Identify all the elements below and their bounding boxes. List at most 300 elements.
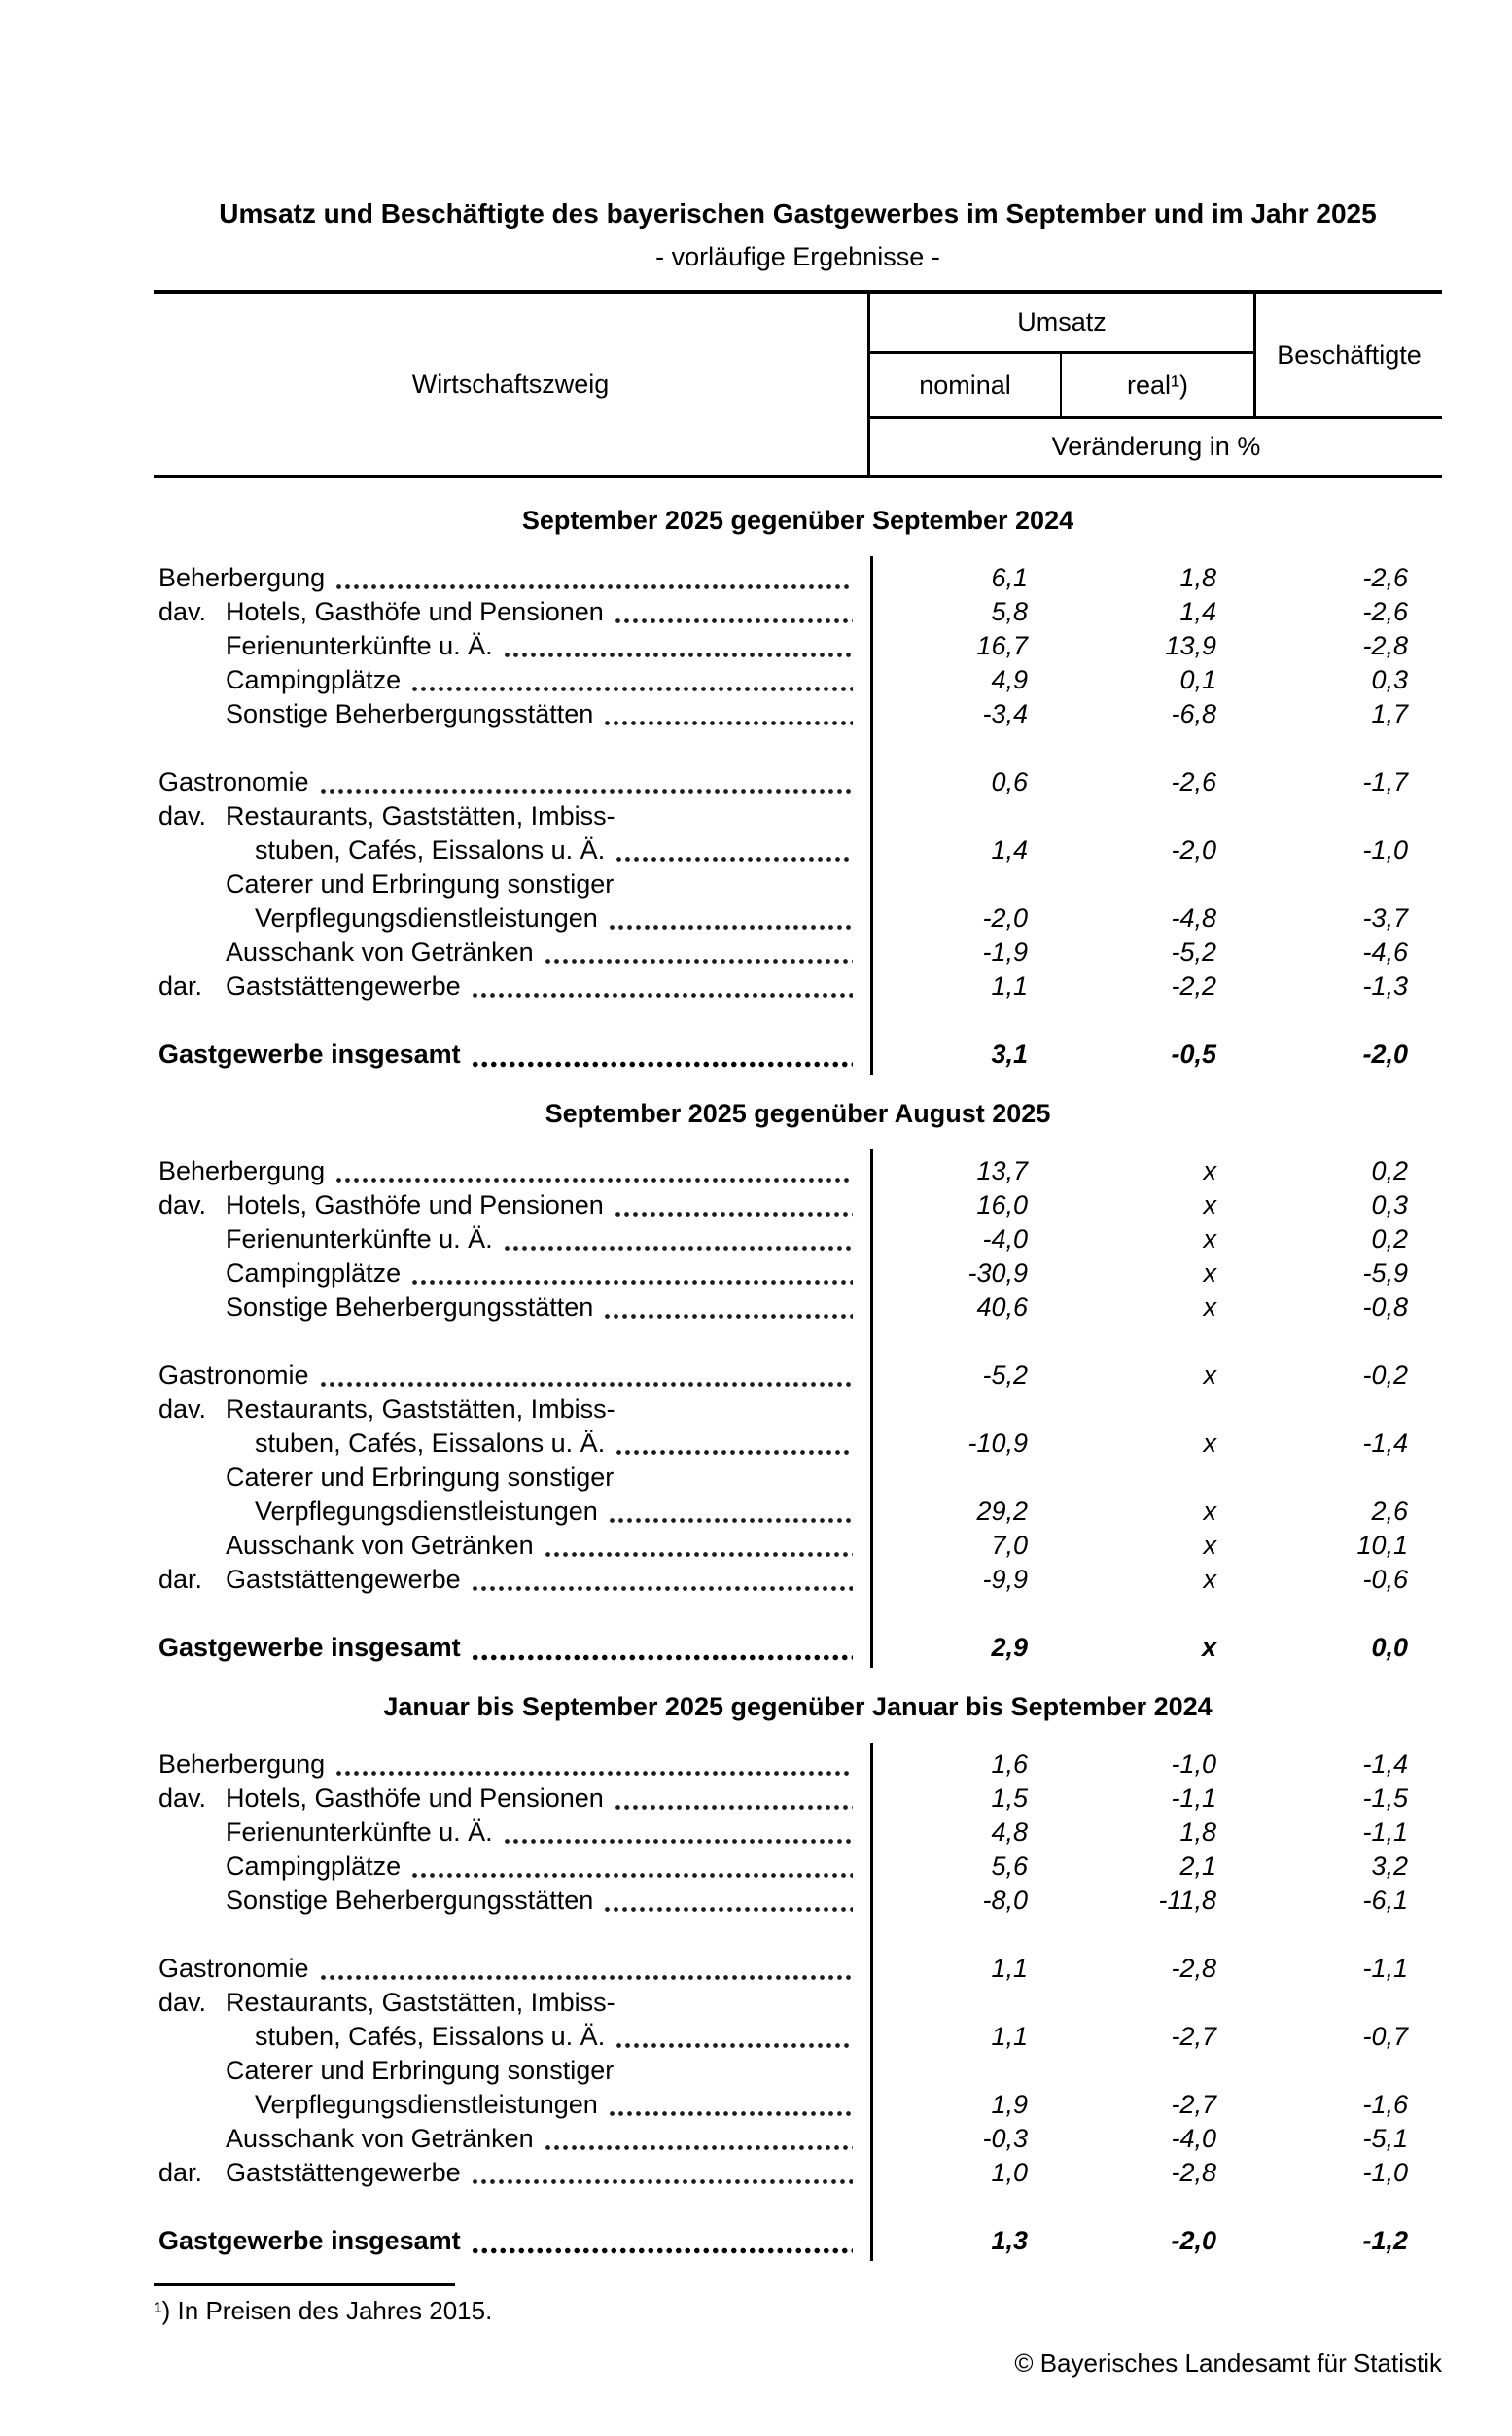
value-beschaeftigte: -1,4	[1362, 1429, 1408, 1458]
value-umsatz-nominal: 5,8	[991, 597, 1028, 626]
leader-dots	[334, 581, 853, 590]
leader-dots	[614, 615, 853, 624]
value-umsatz-real: -4,0	[1171, 2124, 1216, 2153]
leader-dots	[471, 1651, 853, 1661]
row-label	[154, 561, 870, 595]
value-umsatz-nominal: -2,0	[982, 903, 1028, 933]
value-beschaeftigte: -0,7	[1362, 2022, 1408, 2051]
row-prefix: dav.	[158, 1988, 207, 2017]
leader-dots	[471, 989, 853, 999]
table-header-right	[870, 294, 1442, 475]
row-label-line-1	[154, 2054, 870, 2088]
row-label-line-1	[154, 1850, 870, 1884]
leader-dots	[544, 1548, 853, 1558]
value-umsatz-real: 2,1	[1179, 1852, 1216, 1881]
row-label-text: Beherbergung	[158, 1156, 326, 1185]
row-label-line-1	[154, 936, 870, 970]
value-umsatz-real: x	[1203, 1292, 1216, 1322]
table-row	[154, 1393, 1442, 1461]
table-row	[154, 2122, 1442, 2156]
row-label	[154, 2224, 870, 2258]
value-umsatz-real: 1,8	[1179, 563, 1216, 592]
column-header-real: real¹)	[1126, 370, 1188, 400]
value-umsatz-real: x	[1203, 1156, 1216, 1185]
table-row	[154, 1782, 1442, 1816]
table-row	[154, 1256, 1442, 1290]
row-label	[154, 799, 870, 867]
table-row	[154, 1222, 1442, 1256]
row-label-text-continued: stuben, Cafés, Eissalons u. Ä.	[255, 2022, 606, 2051]
row-label	[154, 629, 870, 663]
value-beschaeftigte: -1,5	[1362, 1783, 1408, 1813]
table-row	[154, 1359, 1442, 1393]
value-umsatz-nominal: 0,6	[991, 767, 1028, 796]
section-heading: September 2025 gegenüber September 2024	[521, 506, 1074, 535]
row-label-text-continued: stuben, Cafés, Eissalons u. Ä.	[255, 1429, 606, 1458]
row-label	[154, 1563, 870, 1597]
value-umsatz-real: 1,8	[1179, 1818, 1216, 1847]
value-umsatz-real: 1,4	[1179, 597, 1216, 626]
value-umsatz-nominal: -3,4	[982, 699, 1028, 728]
row-label	[154, 1461, 870, 1529]
row-label-line-1	[154, 1952, 870, 1986]
value-umsatz-nominal: 4,9	[991, 665, 1028, 694]
leader-dots	[603, 1903, 853, 1913]
row-label-text: Gastronomie	[158, 1954, 309, 1983]
leader-dots	[410, 1276, 853, 1286]
value-umsatz-nominal: 16,7	[976, 631, 1028, 660]
value-beschaeftigte: -1,6	[1362, 2090, 1408, 2119]
value-umsatz-real: x	[1203, 1497, 1216, 1526]
value-beschaeftigte: -1,1	[1362, 1954, 1408, 1983]
row-label-line-1	[154, 1986, 870, 2020]
row-label-text: Caterer und Erbringung sonstiger	[226, 869, 615, 899]
value-beschaeftigte: 0,3	[1371, 665, 1408, 694]
value-umsatz-nominal: -1,9	[982, 937, 1028, 967]
row-label	[154, 2156, 870, 2190]
row-label-text-continued: Verpflegungsdienstleistungen	[255, 2090, 598, 2119]
row-label-line-1	[154, 663, 870, 697]
leader-dots	[614, 1208, 853, 1218]
row-label-text: Ferienunterkünfte u. Ä.	[226, 631, 493, 660]
value-umsatz-nominal: 1,3	[991, 2226, 1028, 2255]
row-label-text: Gastgewerbe insgesamt	[158, 1633, 461, 1662]
leader-dots	[334, 1174, 853, 1183]
row-prefix: dav.	[158, 1190, 207, 1219]
page-title: Umsatz und Beschäftigte des bayerischen Gastgewerbes im September und im Jahr 2025	[219, 198, 1377, 229]
leader-dots	[410, 1869, 853, 1879]
value-umsatz-real: -0,5	[1171, 1040, 1216, 1069]
document-content	[154, 196, 1442, 2380]
value-umsatz-nominal: 16,0	[976, 1190, 1028, 1219]
row-label-line-1	[154, 1461, 870, 1495]
row-label-text-continued: Verpflegungsdienstleistungen	[255, 903, 598, 933]
value-beschaeftigte: -2,0	[1362, 1040, 1408, 1069]
row-label-line-1	[154, 1393, 870, 1427]
table-row	[154, 1038, 1442, 1072]
value-umsatz-nominal: 7,0	[991, 1531, 1028, 1560]
row-label-line-1	[154, 1563, 870, 1597]
leader-dots	[615, 2039, 853, 2049]
row-prefix: dav.	[158, 1783, 207, 1813]
row-label	[154, 2122, 870, 2156]
value-beschaeftigte: -0,2	[1362, 1360, 1408, 1390]
row-label-line-1	[154, 970, 870, 1004]
table-row	[154, 1986, 1442, 2054]
value-beschaeftigte: 0,0	[1371, 1633, 1408, 1662]
row-label-line-1	[154, 1529, 870, 1563]
row-label	[154, 697, 870, 731]
value-beschaeftigte: -1,7	[1362, 767, 1408, 796]
row-label-line-1	[154, 1748, 870, 1782]
value-umsatz-real: -5,2	[1171, 937, 1216, 967]
row-label	[154, 1290, 870, 1324]
value-beschaeftigte: 2,6	[1371, 1497, 1408, 1526]
row-label-text: Beherbergung	[158, 1749, 326, 1779]
row-label-line-1	[154, 1038, 870, 1072]
value-umsatz-nominal: -30,9	[967, 1258, 1028, 1288]
row-label	[154, 1154, 870, 1188]
row-label	[154, 1631, 870, 1665]
table-section	[154, 1097, 1442, 1665]
value-umsatz-real: 13,9	[1165, 631, 1216, 660]
value-umsatz-nominal: 1,1	[991, 1954, 1028, 1983]
value-umsatz-nominal: -10,9	[967, 1429, 1028, 1458]
row-label-line-1	[154, 2156, 870, 2190]
table-row	[154, 629, 1442, 663]
row-label	[154, 1748, 870, 1782]
row-label-text: Hotels, Gasthöfe und Pensionen	[226, 597, 604, 626]
row-label-text: Gastgewerbe insgesamt	[158, 2226, 461, 2255]
row-label-line-2	[154, 2020, 870, 2054]
leader-dots	[503, 1242, 853, 1252]
value-umsatz-nominal: 1,6	[991, 1749, 1028, 1779]
leader-dots	[319, 1378, 853, 1388]
value-umsatz-real: -1,0	[1171, 1749, 1216, 1779]
row-label-text: Gaststättengewerbe	[226, 2158, 461, 2187]
value-beschaeftigte: -1,2	[1362, 2226, 1408, 2255]
value-beschaeftigte: -2,8	[1362, 631, 1408, 660]
leader-dots	[608, 1514, 853, 1524]
value-beschaeftigte: 0,2	[1371, 1156, 1408, 1185]
row-label	[154, 936, 870, 970]
row-label-text: Gaststättengewerbe	[226, 971, 461, 1001]
row-label-text: Gastronomie	[158, 1360, 309, 1390]
copyright-notice: © Bayerisches Landesamt für Statistik	[1014, 2348, 1442, 2378]
leader-dots	[544, 2141, 853, 2151]
row-label-line-1	[154, 595, 870, 629]
row-label-line-1	[154, 1631, 870, 1665]
value-umsatz-nominal: -0,3	[982, 2124, 1028, 2153]
leader-dots	[410, 683, 853, 692]
table-row	[154, 1952, 1442, 1986]
value-umsatz-real: -4,8	[1171, 903, 1216, 933]
row-label-text: Gastgewerbe insgesamt	[158, 1040, 461, 1069]
row-label-line-1	[154, 1222, 870, 1256]
leader-dots	[471, 2244, 853, 2254]
table-header	[154, 290, 1442, 478]
section-rows	[154, 1748, 1442, 2258]
row-label	[154, 1816, 870, 1850]
value-umsatz-nominal: 40,6	[976, 1292, 1028, 1322]
row-label-text: Ferienunterkünfte u. Ä.	[226, 1818, 493, 1847]
row-label-line-1	[154, 1359, 870, 1393]
leader-dots	[503, 649, 853, 658]
row-label-line-1	[154, 765, 870, 799]
row-label	[154, 1393, 870, 1461]
value-beschaeftigte: -1,4	[1362, 1749, 1408, 1779]
value-umsatz-nominal: -8,0	[982, 1886, 1028, 1915]
row-prefix: dav.	[158, 597, 207, 626]
value-umsatz-real: x	[1203, 1258, 1216, 1288]
table-section	[154, 504, 1442, 1072]
row-label-text: Sonstige Beherbergungsstätten	[226, 699, 594, 728]
table-row	[154, 595, 1442, 629]
value-beschaeftigte: -0,8	[1362, 1292, 1408, 1322]
leader-dots	[614, 1801, 853, 1811]
row-label-line-1	[154, 1816, 870, 1850]
leader-dots	[615, 1446, 853, 1456]
value-beschaeftigte: -2,6	[1362, 563, 1408, 592]
row-label-text: Caterer und Erbringung sonstiger	[226, 2056, 615, 2085]
row-label-text: Gaststättengewerbe	[226, 1565, 461, 1594]
page-subtitle: - vorläufige Ergebnisse -	[655, 242, 940, 271]
row-label	[154, 1188, 870, 1222]
value-umsatz-real: -2,7	[1171, 2090, 1216, 2119]
table-row	[154, 799, 1442, 867]
value-umsatz-real: -2,2	[1171, 971, 1216, 1001]
value-beschaeftigte: 0,3	[1371, 1190, 1408, 1219]
umsatz-subcolumns	[870, 354, 1253, 416]
leader-dots	[471, 1058, 853, 1068]
value-umsatz-real: 0,1	[1179, 665, 1216, 694]
row-label-line-1	[154, 2122, 870, 2156]
table-row	[154, 1816, 1442, 1850]
row-label-text: Caterer und Erbringung sonstiger	[226, 1463, 615, 1492]
value-umsatz-real: -2,0	[1171, 835, 1216, 865]
row-prefix: dav.	[158, 801, 207, 830]
column-header-wirtschaftszweig: Wirtschaftszweig	[154, 294, 870, 475]
row-label-text: Campingplätze	[226, 665, 402, 694]
value-umsatz-nominal: 2,9	[991, 1633, 1028, 1662]
row-prefix: dar.	[158, 971, 203, 1001]
table-sections	[154, 504, 1442, 2258]
row-label-text: Hotels, Gasthöfe und Pensionen	[226, 1783, 604, 1813]
row-label-text: Hotels, Gasthöfe und Pensionen	[226, 1190, 604, 1219]
row-label-text: Sonstige Beherbergungsstätten	[226, 1886, 594, 1915]
value-umsatz-real: x	[1203, 1190, 1216, 1219]
value-umsatz-real: -6,8	[1171, 699, 1216, 728]
table-header-top-row	[870, 294, 1442, 416]
column-header-umsatz: Umsatz	[870, 294, 1253, 354]
leader-dots	[319, 1971, 853, 1981]
value-umsatz-real: x	[1203, 1360, 1216, 1390]
table-row	[154, 1529, 1442, 1563]
row-label-text: Ausschank von Getränken	[226, 2124, 534, 2153]
leader-dots	[615, 853, 853, 863]
table-row	[154, 867, 1442, 936]
footnote-divider	[154, 2283, 455, 2286]
value-beschaeftigte: 0,2	[1371, 1224, 1408, 1253]
table-row	[154, 1154, 1442, 1188]
leader-dots	[608, 921, 853, 931]
row-label	[154, 1952, 870, 1986]
row-label	[154, 1256, 870, 1290]
value-umsatz-real: -2,8	[1171, 1954, 1216, 1983]
row-label-line-1	[154, 1782, 870, 1816]
row-label-text: Restaurants, Gaststätten, Imbiss-	[226, 1988, 615, 2017]
value-umsatz-nominal: -9,9	[982, 1565, 1028, 1594]
leader-dots	[603, 717, 853, 726]
value-umsatz-nominal: 6,1	[991, 563, 1028, 592]
row-label-text: Restaurants, Gaststätten, Imbiss-	[226, 1395, 615, 1424]
table-row	[154, 1188, 1442, 1222]
table-row	[154, 765, 1442, 799]
value-beschaeftigte: -3,7	[1362, 903, 1408, 933]
row-label-line-2	[154, 1495, 870, 1529]
table-row	[154, 1884, 1442, 1918]
table-row	[154, 2156, 1442, 2190]
row-label	[154, 1529, 870, 1563]
row-label-text: Campingplätze	[226, 1258, 402, 1288]
value-umsatz-real: x	[1203, 1224, 1216, 1253]
row-label	[154, 1782, 870, 1816]
leader-dots	[471, 1582, 853, 1592]
value-umsatz-nominal: 1,1	[991, 971, 1028, 1001]
row-label	[154, 595, 870, 629]
row-prefix: dar.	[158, 1565, 203, 1594]
row-label-text: Restaurants, Gaststätten, Imbiss-	[226, 801, 615, 830]
value-umsatz-real: x	[1201, 1633, 1216, 1662]
leader-dots	[503, 1835, 853, 1845]
row-label	[154, 970, 870, 1004]
table-row	[154, 697, 1442, 731]
value-umsatz-real: x	[1203, 1531, 1216, 1560]
value-beschaeftigte: 10,1	[1356, 1531, 1408, 1560]
row-label	[154, 1884, 870, 1918]
value-umsatz-real: -2,6	[1171, 767, 1216, 796]
row-label-line-1	[154, 799, 870, 833]
value-umsatz-nominal: 4,8	[991, 1818, 1028, 1847]
umsatz-column-group	[870, 294, 1253, 416]
row-label-text: Sonstige Beherbergungsstätten	[226, 1292, 594, 1322]
table-row	[154, 2224, 1442, 2258]
row-label-line-2	[154, 1427, 870, 1461]
row-label-line-1	[154, 1290, 870, 1324]
table-section	[154, 1690, 1442, 2258]
value-umsatz-nominal: 29,2	[976, 1497, 1028, 1526]
row-label	[154, 1850, 870, 1884]
row-label-text: Campingplätze	[226, 1852, 402, 1881]
table-row	[154, 561, 1442, 595]
table-row	[154, 1850, 1442, 1884]
row-label	[154, 663, 870, 697]
row-label	[154, 867, 870, 936]
value-beschaeftigte: -2,6	[1362, 597, 1408, 626]
table-row	[154, 1748, 1442, 1782]
value-umsatz-nominal: -5,2	[982, 1360, 1028, 1390]
row-label-line-1	[154, 1884, 870, 1918]
value-umsatz-real: -1,1	[1171, 1783, 1216, 1813]
value-beschaeftigte: -1,3	[1362, 971, 1408, 1001]
row-label-text: Gastronomie	[158, 767, 309, 796]
section-rows	[154, 561, 1442, 1072]
table-row	[154, 663, 1442, 697]
table-row	[154, 1631, 1442, 1665]
row-label	[154, 1986, 870, 2054]
section-heading: Januar bis September 2025 gegenüber Januar bis September 2024	[383, 1692, 1213, 1721]
value-beschaeftigte: -5,1	[1362, 2124, 1408, 2153]
row-label-text: Beherbergung	[158, 563, 326, 592]
row-label-line-2	[154, 901, 870, 936]
value-umsatz-nominal: 1,0	[991, 2158, 1028, 2187]
row-label-line-2	[154, 2088, 870, 2122]
value-umsatz-nominal: 1,9	[991, 2090, 1028, 2119]
leader-dots	[608, 2107, 853, 2117]
footnote-text: ¹) In Preisen des Jahres 2015.	[154, 2296, 493, 2325]
column-header-veraenderung-in-prozent: Veränderung in %	[870, 416, 1442, 475]
column-header-beschaeftigte: Beschäftigte	[1253, 294, 1442, 416]
row-label-line-1	[154, 2224, 870, 2258]
value-umsatz-nominal: 13,7	[976, 1156, 1028, 1185]
value-umsatz-real: -2,7	[1171, 2022, 1216, 2051]
section-rows	[154, 1154, 1442, 1665]
value-beschaeftigte: -0,6	[1362, 1565, 1408, 1594]
value-umsatz-nominal: 3,1	[991, 1040, 1028, 1069]
row-label-line-1	[154, 561, 870, 595]
value-beschaeftigte: -6,1	[1362, 1886, 1408, 1915]
value-umsatz-real: -11,8	[1158, 1886, 1216, 1915]
row-label	[154, 1038, 870, 1072]
row-label	[154, 1222, 870, 1256]
row-label-text-continued: stuben, Cafés, Eissalons u. Ä.	[255, 835, 606, 865]
value-umsatz-nominal: 5,6	[991, 1852, 1028, 1881]
value-beschaeftigte: -4,6	[1362, 937, 1408, 967]
value-umsatz-nominal: 1,1	[991, 2022, 1028, 2051]
value-beschaeftigte: -1,1	[1362, 1818, 1408, 1847]
value-umsatz-nominal: 1,5	[991, 1783, 1028, 1813]
row-label-text-continued: Verpflegungsdienstleistungen	[255, 1497, 598, 1526]
value-beschaeftigte: 1,7	[1371, 699, 1408, 728]
value-beschaeftigte: -5,9	[1362, 1258, 1408, 1288]
table-row	[154, 1290, 1442, 1324]
value-umsatz-real: x	[1203, 1565, 1216, 1594]
value-beschaeftigte: -1,0	[1362, 2158, 1408, 2187]
section-heading: September 2025 gegenüber August 2025	[545, 1099, 1051, 1128]
row-label	[154, 2054, 870, 2122]
table-row	[154, 936, 1442, 970]
value-umsatz-nominal: 1,4	[991, 835, 1028, 865]
table-row	[154, 1563, 1442, 1597]
row-label	[154, 765, 870, 799]
leader-dots	[334, 1767, 853, 1777]
column-header-nominal: nominal	[870, 354, 1062, 416]
table-row	[154, 1461, 1442, 1529]
leader-dots	[319, 785, 853, 794]
value-umsatz-nominal: -4,0	[982, 1224, 1028, 1253]
leader-dots	[603, 1310, 853, 1320]
row-prefix: dar.	[158, 2158, 203, 2187]
row-label-text: Ferienunterkünfte u. Ä.	[226, 1224, 493, 1253]
table-row	[154, 970, 1442, 1004]
row-prefix: dav.	[158, 1395, 207, 1424]
row-label-line-1	[154, 1154, 870, 1188]
value-umsatz-real: -2,0	[1171, 2226, 1216, 2255]
row-label-line-1	[154, 1188, 870, 1222]
leader-dots	[471, 2175, 853, 2185]
value-umsatz-real: -2,8	[1171, 2158, 1216, 2187]
leader-dots	[544, 955, 853, 965]
